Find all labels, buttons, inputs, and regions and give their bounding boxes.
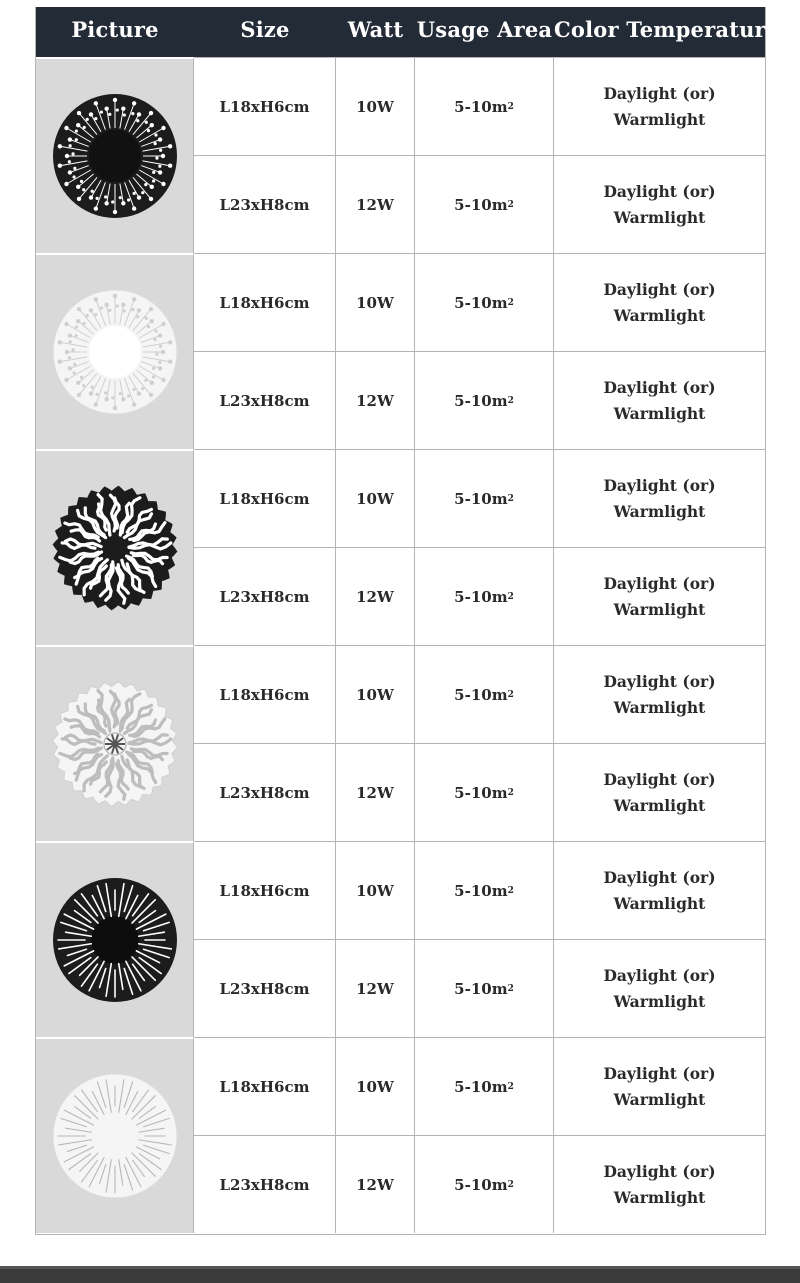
temperature-line-2: Warmlight	[613, 305, 706, 325]
temperature-line-1: Daylight (or)	[603, 573, 716, 593]
usage-area-cell: 5-10m 2	[415, 254, 554, 351]
size-value: L18xH6cm	[219, 489, 310, 508]
table-row	[194, 939, 765, 1037]
size-cell	[194, 58, 336, 155]
footer-bar	[0, 1266, 800, 1283]
watt-value: 12W	[356, 587, 394, 606]
size-cell	[194, 744, 336, 841]
temperature-line-2: Warmlight	[613, 109, 706, 129]
watt-value: 10W	[356, 1077, 394, 1096]
area-value: 5-10m	[454, 587, 508, 606]
temperature-line-2: Warmlight	[613, 599, 706, 619]
table-row	[194, 841, 765, 939]
color-temperature-cell	[554, 254, 765, 351]
temperature-line-1: Daylight (or)	[603, 475, 716, 495]
temperature-line-2: Warmlight	[613, 795, 706, 815]
product-picture	[36, 57, 194, 253]
black-dandelion-lamp-icon	[50, 91, 180, 221]
watt-value: 12W	[356, 195, 394, 214]
usage-area-cell: 5-10m 2	[415, 156, 554, 253]
temperature-line-2: Warmlight	[613, 207, 706, 227]
size-value: L18xH6cm	[219, 881, 310, 900]
watt-cell	[336, 450, 415, 547]
temperature-line-2: Warmlight	[613, 991, 706, 1011]
size-value: L18xH6cm	[219, 97, 310, 116]
size-value: L23xH8cm	[219, 1175, 310, 1194]
watt-cell	[336, 1136, 415, 1233]
watt-value: 12W	[356, 1175, 394, 1194]
usage-area-cell: 5-10m 2	[415, 352, 554, 449]
temperature-line-1: Daylight (or)	[603, 83, 716, 103]
watt-value: 10W	[356, 685, 394, 704]
size-cell	[194, 842, 336, 939]
area-value: 5-10m	[454, 979, 508, 998]
area-value: 5-10m	[454, 391, 508, 410]
usage-area-cell: 5-10m 2	[415, 1136, 554, 1233]
size-cell	[194, 450, 336, 547]
watt-cell	[336, 58, 415, 155]
product-picture	[36, 1037, 194, 1233]
black-coral-lamp-icon	[50, 483, 180, 613]
white-sunburst-lamp-icon	[50, 1071, 180, 1201]
white-coral-lamp-icon	[50, 679, 180, 809]
size-value: L18xH6cm	[219, 1077, 310, 1096]
usage-area-cell: 5-10m 2	[415, 58, 554, 155]
area-value: 5-10m	[454, 685, 508, 704]
area-value: 5-10m	[454, 1077, 508, 1096]
area-value: 5-10m	[454, 293, 508, 312]
temperature-line-1: Daylight (or)	[603, 671, 716, 691]
usage-area-cell: 5-10m 2	[415, 450, 554, 547]
temperature-line-2: Warmlight	[613, 1187, 706, 1207]
product-picture	[36, 253, 194, 449]
watt-value: 12W	[356, 391, 394, 410]
temperature-line-1: Daylight (or)	[603, 377, 716, 397]
size-cell	[194, 548, 336, 645]
size-cell	[194, 254, 336, 351]
watt-value: 10W	[356, 881, 394, 900]
product-picture	[36, 841, 194, 1037]
color-temperature-cell	[554, 548, 765, 645]
header-color-temperature: Color Temperature	[554, 17, 780, 42]
table-row	[194, 155, 765, 253]
watt-cell	[336, 254, 415, 351]
product-picture	[36, 645, 194, 841]
temperature-line-2: Warmlight	[613, 501, 706, 521]
watt-cell	[336, 548, 415, 645]
temperature-line-2: Warmlight	[613, 893, 706, 913]
size-cell	[194, 1136, 336, 1233]
header-picture: Picture	[71, 17, 159, 42]
table-row	[194, 57, 765, 155]
table-row	[194, 645, 765, 743]
color-temperature-cell	[554, 1038, 765, 1135]
size-value: L23xH8cm	[219, 587, 310, 606]
watt-value: 12W	[356, 979, 394, 998]
spec-table	[35, 7, 780, 1235]
product-picture	[36, 449, 194, 645]
size-cell	[194, 646, 336, 743]
table-row	[194, 1037, 765, 1135]
color-temperature-cell	[554, 842, 765, 939]
color-temperature-cell	[554, 450, 765, 547]
color-temperature-cell	[554, 744, 765, 841]
size-value: L23xH8cm	[219, 783, 310, 802]
usage-area-cell: 5-10m 2	[415, 744, 554, 841]
usage-area-cell: 5-10m 2	[415, 548, 554, 645]
size-value: L18xH6cm	[219, 293, 310, 312]
size-value: L18xH6cm	[219, 685, 310, 704]
size-cell	[194, 156, 336, 253]
size-cell	[194, 352, 336, 449]
temperature-line-2: Warmlight	[613, 697, 706, 717]
temperature-line-2: Warmlight	[613, 403, 706, 423]
temperature-line-1: Daylight (or)	[603, 769, 716, 789]
table-row	[194, 253, 765, 351]
temperature-line-1: Daylight (or)	[603, 279, 716, 299]
watt-cell	[336, 1038, 415, 1135]
usage-area-cell: 5-10m 2	[415, 1038, 554, 1135]
white-dandelion-lamp-icon	[50, 287, 180, 417]
watt-cell	[336, 940, 415, 1037]
area-value: 5-10m	[454, 97, 508, 116]
area-value: 5-10m	[454, 1175, 508, 1194]
size-cell	[194, 940, 336, 1037]
header-size: Size	[240, 17, 290, 42]
watt-cell	[336, 744, 415, 841]
color-temperature-cell	[554, 940, 765, 1037]
black-sunburst-lamp-icon	[50, 875, 180, 1005]
color-temperature-cell	[554, 156, 765, 253]
size-value: L23xH8cm	[219, 195, 310, 214]
watt-cell	[336, 646, 415, 743]
color-temperature-cell	[554, 646, 765, 743]
usage-area-cell: 5-10m 2	[415, 646, 554, 743]
watt-value: 10W	[356, 97, 394, 116]
color-temperature-cell	[554, 1136, 765, 1233]
temperature-line-1: Daylight (or)	[603, 1161, 716, 1181]
temperature-line-1: Daylight (or)	[603, 1063, 716, 1083]
table-row	[194, 547, 765, 645]
size-cell	[194, 1038, 336, 1135]
table-row	[194, 351, 765, 449]
header-watt: Watt	[347, 17, 404, 42]
watt-value: 10W	[356, 293, 394, 312]
color-temperature-cell	[554, 58, 765, 155]
area-value: 5-10m	[454, 881, 508, 900]
size-value: L23xH8cm	[219, 391, 310, 410]
watt-value: 12W	[356, 783, 394, 802]
watt-cell	[336, 352, 415, 449]
temperature-line-1: Daylight (or)	[603, 867, 716, 887]
table-row	[194, 449, 765, 547]
usage-area-cell: 5-10m 2	[415, 842, 554, 939]
watt-value: 10W	[356, 489, 394, 508]
header-usage-area: Usage Area	[416, 17, 553, 42]
temperature-line-1: Daylight (or)	[603, 181, 716, 201]
watt-cell	[336, 156, 415, 253]
size-value: L23xH8cm	[219, 979, 310, 998]
usage-area-cell: 5-10m 2	[415, 940, 554, 1037]
temperature-line-2: Warmlight	[613, 1089, 706, 1109]
table-header	[36, 7, 780, 57]
table-row	[194, 1135, 765, 1233]
watt-cell	[336, 842, 415, 939]
area-value: 5-10m	[454, 783, 508, 802]
area-value: 5-10m	[454, 195, 508, 214]
temperature-line-1: Daylight (or)	[603, 965, 716, 985]
color-temperature-cell	[554, 352, 765, 449]
table-row	[194, 743, 765, 841]
area-value: 5-10m	[454, 489, 508, 508]
